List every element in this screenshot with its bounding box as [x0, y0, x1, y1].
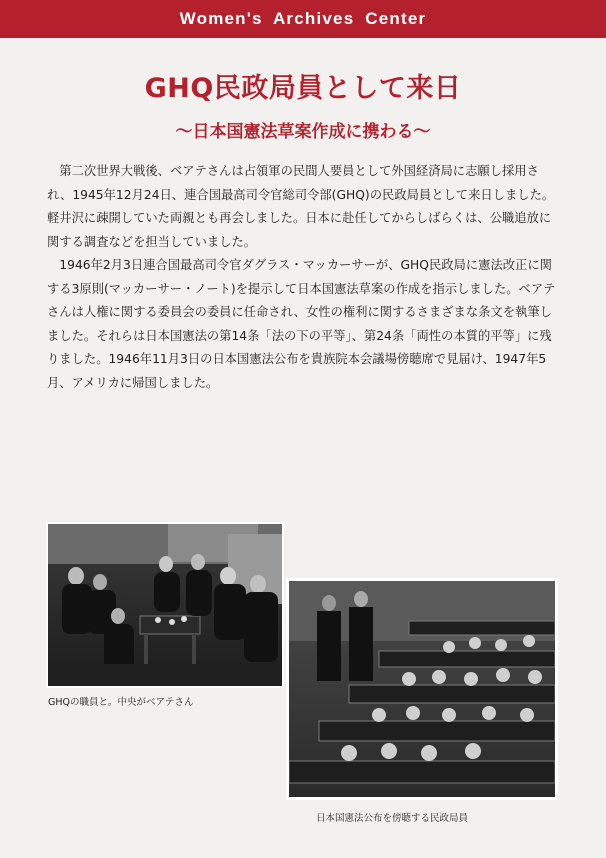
- article-body: [47, 160, 561, 395]
- gallery-observers-photo: [286, 578, 558, 800]
- photo2-caption: 日本国憲法公布を傍聴する民政局員: [316, 813, 469, 824]
- paragraph: 1946年2月3日連合国最高司令官ダグラス・マッカーサーが、GHQ民政局に憲法改正に関する3原則(マッカーサー・ノート)を提示して日本国憲法草案の作成を指示しました。ベアテさんは人権に関する委員会の委員に任命され、女性の権利に関するさまざまな条文を執筆しました。それらは日本国憲法の第14条「法の下の平等」、第24条「両性の本質的平等」に残りました。1946年11月3日の日本国憲法公布を貴族院本会議場傍聴席で見届け、1947年5月、アメリカに帰国しました。: [47, 258, 556, 390]
- photo1-caption: GHQの職員と。中央がベアテさん: [48, 697, 194, 708]
- paragraph: 第二次世界大戦後、ベアテさんは占領軍の民間人要員として外国経済局に志願し採用され、1945年12月24日、連合国最高司令官総司令部(GHQ)の民政局員として来日しました。軽井沢に疎開していた両親とも再会しました。日本に赴任してからしばらくは、公職追放に関する調査などを担当していました。: [47, 164, 555, 249]
- page-title: GHQ民政局員として来日: [144, 73, 462, 104]
- header-bar: [0, 0, 606, 38]
- ghq-staff-photo: [46, 522, 284, 688]
- header-title: Women's Archives Center: [179, 9, 427, 28]
- page-subtitle: 〜日本国憲法草案作成に携わる〜: [175, 122, 431, 142]
